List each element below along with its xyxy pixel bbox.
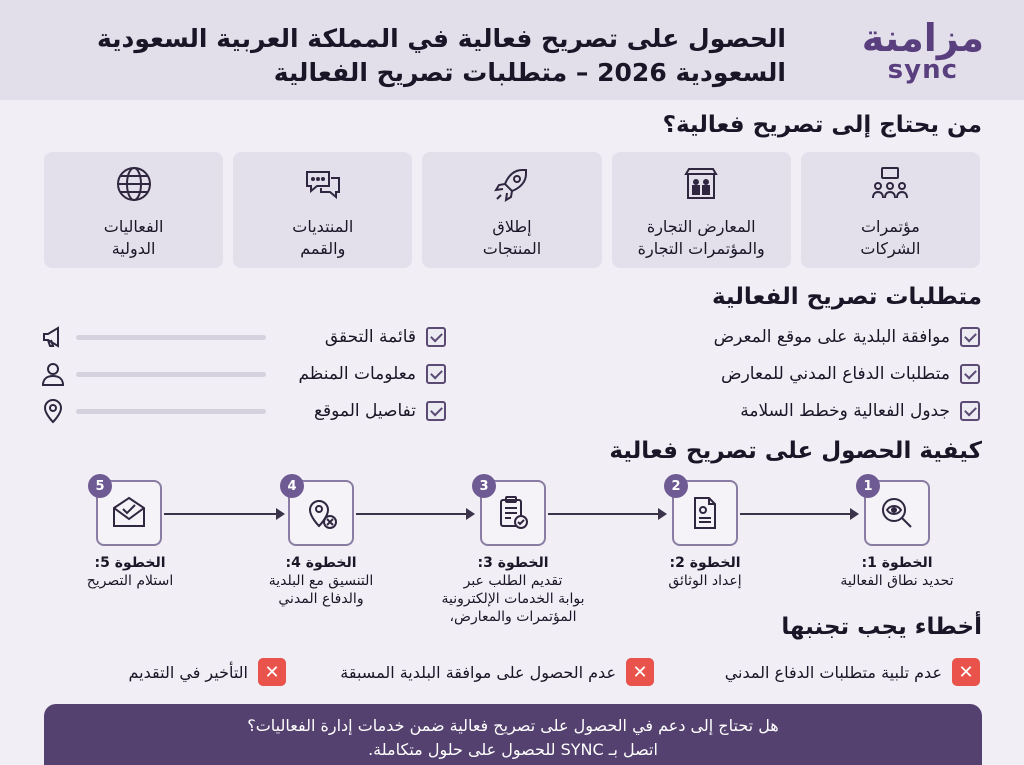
who-section-title: من يحتاج إلى تصريح فعالية؟: [662, 112, 982, 138]
arrowhead-icon: [276, 508, 285, 520]
card-label: مؤتمرات الشركات: [860, 217, 921, 258]
card-forums: [233, 152, 412, 268]
mistake-item: [129, 658, 286, 686]
placeholder-line: [76, 335, 266, 340]
page-title-line-2: السعودية 2026 – متطلبات تصريح الفعالية: [273, 58, 786, 87]
checkbox-icon: [960, 327, 980, 347]
error-x-icon: ✕: [626, 658, 654, 686]
how-section-title: كيفية الحصول على تصريح فعالية: [609, 438, 982, 464]
requirements-right-list: [714, 326, 980, 422]
requirement-text: جدول الفعالية وخطط السلامة: [740, 401, 950, 421]
step-3-text: [420, 554, 606, 626]
step-4-text: [246, 554, 396, 608]
requirement-item: [40, 400, 446, 422]
envelope-check-icon: [110, 494, 148, 532]
arrowhead-icon: [466, 508, 475, 520]
checkbox-icon: [960, 364, 980, 384]
requirement-item: [714, 400, 980, 422]
step-arrow: [740, 513, 850, 515]
requirement-item: [714, 326, 980, 348]
step-arrow: [164, 513, 276, 515]
rocket-icon: [492, 164, 532, 204]
requirement-item: [714, 363, 980, 385]
location-pin-icon: [40, 398, 66, 424]
page-title: [97, 22, 786, 90]
requirement-text: تفاصيل الموقع: [313, 401, 416, 421]
step-title: الخطوة 2:: [669, 555, 741, 571]
step-4-badge: 4: [280, 474, 304, 498]
card-international: [44, 152, 223, 268]
mistake-text: عدم تلبية متطلبات الدفاع المدني: [724, 662, 942, 682]
step-2-badge: 2: [664, 474, 688, 498]
step-2-text: [640, 554, 770, 590]
map-pin-cancel-icon: [302, 494, 340, 532]
exhibition-booth-icon: [681, 164, 721, 204]
card-product-launches: [422, 152, 601, 268]
requirement-text: معلومات المنظم: [298, 364, 416, 384]
error-x-icon: ✕: [258, 658, 286, 686]
cta-line-2: اتصل بـ SYNC للحصول على حلول متكاملة.: [368, 740, 658, 759]
step-5-badge: 5: [88, 474, 112, 498]
card-label: المعارض التجارة والمؤتمرات التجارة: [637, 217, 765, 258]
logo-english: sync: [887, 55, 959, 85]
step-title: الخطوة 4:: [285, 555, 357, 571]
who-cards: [44, 152, 980, 268]
step-description: تحديد نطاق الفعالية: [840, 573, 954, 589]
chat-bubbles-icon: [303, 164, 343, 204]
placeholder-line: [76, 372, 266, 377]
cta-banner: [44, 704, 982, 765]
checkbox-icon: [426, 364, 446, 384]
step-title: الخطوة 5:: [94, 555, 166, 571]
requirement-text: موافقة البلدية على موقع المعرض: [713, 327, 950, 347]
step-title: الخطوة 1:: [861, 555, 933, 571]
step-arrow: [548, 513, 658, 515]
megaphone-icon: [40, 324, 66, 350]
card-label: المنتديات والقمم: [292, 217, 354, 258]
mistakes-section-title: أخطاء يجب تجنبها: [781, 614, 982, 640]
checkbox-icon: [426, 327, 446, 347]
document-icon: [686, 494, 724, 532]
step-description: التنسيق مع البلدية والدفاع المدني: [268, 573, 374, 607]
arrowhead-icon: [850, 508, 859, 520]
step-1-text: [822, 554, 972, 590]
step-title: الخطوة 3:: [477, 555, 549, 571]
search-eye-icon: [878, 494, 916, 532]
step-description: تقديم الطلب عبر بوابة الخدمات الإلكترونية المؤتمرات والمعارض،: [441, 573, 585, 625]
mistake-item: [725, 658, 980, 686]
globe-icon: [114, 164, 154, 204]
requirement-text: قائمة التحقق: [324, 327, 416, 347]
step-description: استلام التصريح: [86, 573, 174, 589]
card-label: الفعاليات الدولية: [103, 217, 164, 258]
requirement-item: [40, 363, 446, 385]
arrowhead-icon: [658, 508, 667, 520]
requirements-left-list: [40, 326, 446, 422]
requirement-text: متطلبات الدفاع المدني للمعارض: [721, 364, 950, 384]
user-icon: [40, 361, 66, 387]
cta-line-1: هل تحتاج إلى دعم في الحصول على تصريح فعالية ضمن خدمات إدارة الفعاليات؟: [247, 716, 779, 735]
logo-arabic: مزامنة: [861, 16, 984, 60]
checkbox-icon: [426, 401, 446, 421]
step-1-badge: 1: [856, 474, 880, 498]
sync-logo: [861, 16, 984, 85]
conference-icon: [870, 164, 910, 204]
requirements-section-title: متطلبات تصريح الفعالية: [711, 284, 982, 310]
step-5-text: [60, 554, 200, 590]
placeholder-line: [76, 409, 266, 414]
step-3-badge: 3: [472, 474, 496, 498]
checkbox-icon: [960, 401, 980, 421]
error-x-icon: ✕: [952, 658, 980, 686]
requirement-item: [40, 326, 446, 348]
card-label: إطلاق المنتجات: [482, 217, 542, 258]
step-description: إعداد الوثائق: [668, 573, 742, 589]
mistake-item: [340, 658, 654, 686]
card-trade-shows: [612, 152, 791, 268]
page-title-line-1: الحصول على تصريح فعالية في المملكة العربية السعودية: [96, 24, 786, 53]
card-conferences: [801, 152, 980, 268]
mistake-text: عدم الحصول على موافقة البلدية المسبقة: [340, 662, 616, 682]
mistake-text: التأخير في التقديم: [128, 662, 248, 682]
step-arrow: [356, 513, 466, 515]
clipboard-check-icon: [494, 494, 532, 532]
